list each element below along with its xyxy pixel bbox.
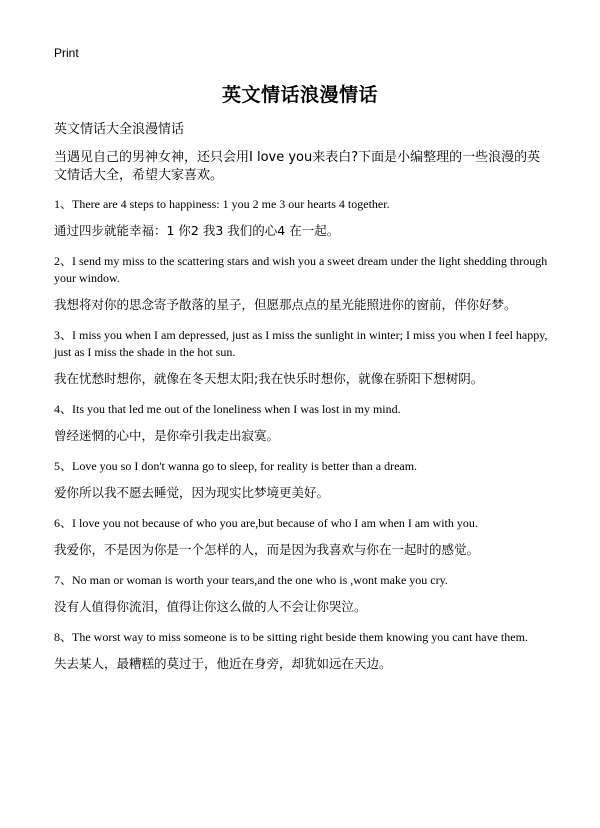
quote-item-5 xyxy=(54,458,548,502)
quote-english: 4、Its you that led me out of the loneliness when I was lost in my mind. xyxy=(54,402,401,416)
quote-chinese: 没有人值得你流泪，值得让你这么做的人不会让你哭泣。 xyxy=(54,599,367,614)
quote-chinese: 通过四步就能幸福：1 你2 我3 我们的心4 在一起。 xyxy=(54,223,340,238)
quote-english: 8、The worst way to miss someone is to be sitting right beside them knowing you cant have them. xyxy=(54,630,528,644)
print-link[interactable]: Print xyxy=(54,46,79,60)
quote-english: 2、I send my miss to the scattering stars and wish you a sweet dream under the light shedding through your window. xyxy=(54,254,548,285)
quote-item-1 xyxy=(54,196,548,240)
quote-chinese: 爱你所以我不愿去睡觉，因为现实比梦境更美好。 xyxy=(54,485,330,500)
quote-english: 1、There are 4 steps to happiness: 1 you 2 me 3 our hearts 4 together. xyxy=(54,197,390,211)
quote-item-8 xyxy=(54,629,548,673)
quote-chinese: 曾经迷惘的心中，是你牵引我走出寂寞。 xyxy=(54,428,280,443)
quote-item-7 xyxy=(54,572,548,616)
article-subtitle: 英文情话大全浪漫情话 xyxy=(54,122,185,137)
article-body xyxy=(54,120,548,686)
quote-item-4 xyxy=(54,401,548,445)
quote-english: 6、I love you not because of who you are,but because of who I am when I am with you. xyxy=(54,516,478,530)
quote-chinese: 我在忧愁时想你，就像在冬天想太阳;我在快乐时想你，就像在骄阳下想树阴。 xyxy=(54,371,484,386)
page-title: 英文情话浪漫情话 xyxy=(221,84,378,106)
quote-item-6 xyxy=(54,515,548,559)
quote-english: 5、Love you so I don't wanna go to sleep, for reality is better than a dream. xyxy=(54,459,418,473)
article-intro: 当遇见自己的男神女神，还只会用I love you来表白?下面是小编整理的一些浪漫的英文情话大全，希望大家喜欢。 xyxy=(54,150,541,183)
quote-item-3 xyxy=(54,327,548,388)
quote-english: 7、No man or woman is worth your tears,and the one who is ,wont make you cry. xyxy=(54,573,448,587)
quote-chinese: 我爱你，不是因为你是一个怎样的人，而是因为我喜欢与你在一起时的感觉。 xyxy=(54,542,480,557)
quote-chinese: 我想将对你的思念寄予散落的星子，但愿那点点的星光能照进你的窗前，伴你好梦。 xyxy=(54,297,517,312)
quote-chinese: 失去某人，最糟糕的莫过于，他近在身旁，却犹如远在天边。 xyxy=(54,656,392,671)
quote-item-2 xyxy=(54,253,548,314)
quote-english: 3、I miss you when I am depressed, just as I miss the sunlight in winter; I miss you when I feel happy, just as I miss the shade in the hot sun. xyxy=(54,328,548,359)
